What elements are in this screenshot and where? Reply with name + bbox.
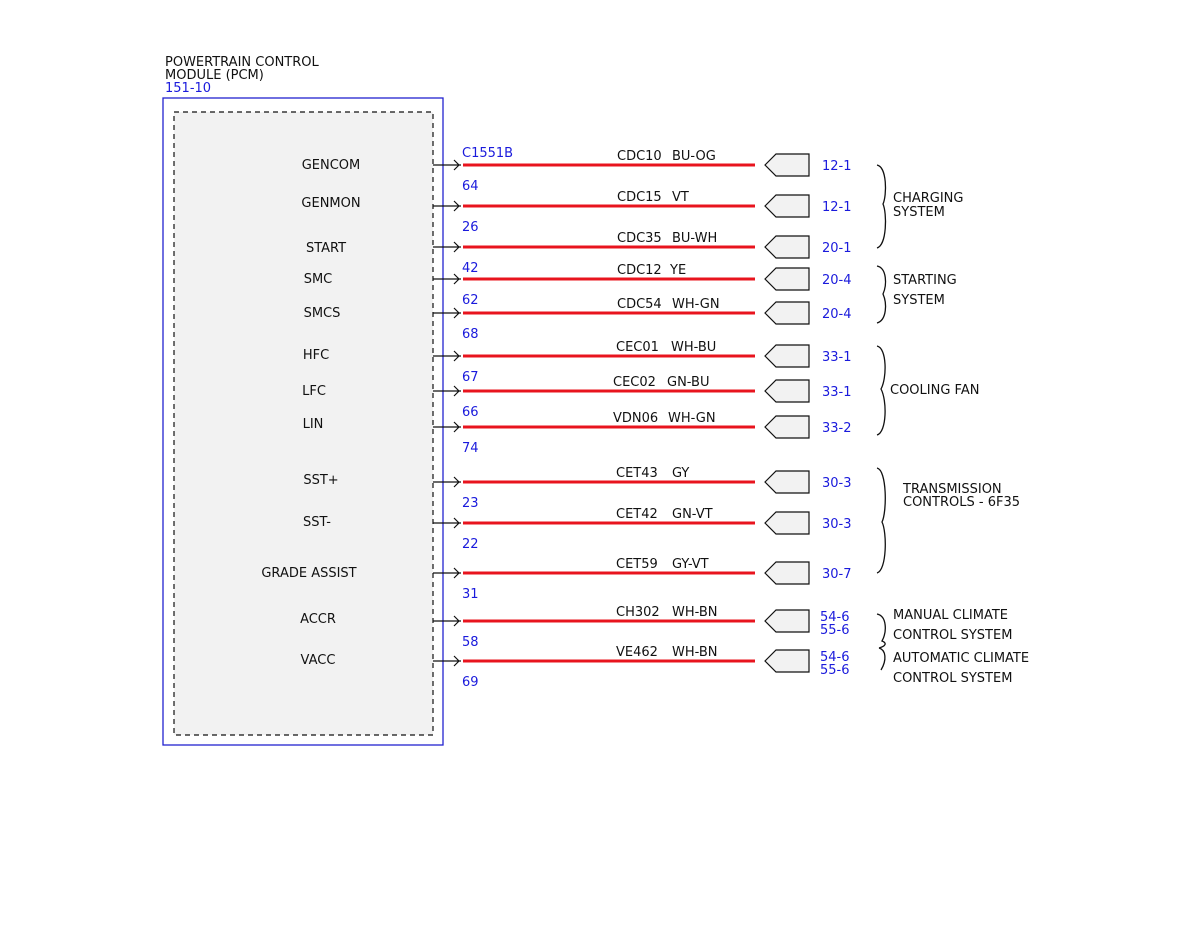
signal-name: START [305,241,347,256]
circuit-number: CET43 [616,466,658,481]
pin-number: 58 [462,635,479,650]
circuit-number: CDC54 [617,297,662,312]
wire-color: GY-VT [672,557,709,572]
page-ref-secondary: 55-6 [820,663,850,678]
wire-color: WH-BN [672,605,718,620]
page-ref: 20-1 [822,241,852,256]
pin-arrow [433,242,461,252]
signal-name: SST- [303,515,331,530]
bracket-automatic-climate [879,648,885,670]
page-ref-secondary: 55-6 [820,623,850,638]
pin-number: 23 [462,496,479,511]
page-ref: 30-3 [822,476,852,491]
terminal-connector [765,610,809,632]
page-ref: 20-4 [822,273,852,288]
system-label: COOLING FAN [890,383,980,398]
system-label: CONTROLS - 6F35 [903,495,1020,510]
signal-name: HFC [302,348,330,363]
page-ref: 33-2 [822,421,852,436]
pin-number: 69 [462,675,479,690]
terminal-connector [765,302,809,324]
terminal-connector [765,471,809,493]
system-label: MANUAL CLIMATE [893,608,1009,623]
wire-color: WH-BN [672,645,718,660]
terminal-connector [765,416,809,438]
system-label: CONTROL SYSTEM [893,628,1013,643]
page-ref: 30-3 [822,517,852,532]
terminal-connector [765,512,809,534]
signal-name: SMC [303,272,333,287]
signal-name: VACC [300,653,336,668]
terminal-connector [765,380,809,402]
pin-number: 42 [462,261,479,276]
wire-color: WH-BU [671,340,717,355]
terminal-connector [765,268,809,290]
system-label: TRANSMISSION [903,482,1002,497]
page-ref: 54-6 [820,650,850,665]
signal-name: GENMON [301,196,361,211]
system-label: SYSTEM [893,293,945,308]
circuit-number: VE462 [616,645,658,660]
system-label: AUTOMATIC CLIMATE [893,651,1030,666]
wire-color: WH-GN [668,411,716,426]
signal-name: LIN [302,417,324,432]
pin-number: 31 [462,587,479,602]
circuit-number: CH302 [616,605,660,620]
terminal-connector [765,650,809,672]
wire-color: BU-OG [672,149,716,164]
pin-number: 66 [462,405,479,420]
terminal-connector [765,345,809,367]
system-label: SYSTEM [893,205,945,220]
signal-name: SST+ [303,473,339,488]
circuit-number: CEC01 [616,340,659,355]
page-ref: 12-1 [822,200,852,215]
wire-color: GY [672,466,690,481]
circuit-number: CEC02 [613,375,656,390]
signal-name: LFC [302,384,326,399]
terminal-connector [765,154,809,176]
connector-label: C1551B [462,146,514,161]
pin-arrow [433,518,461,528]
page-ref: 33-1 [822,350,852,365]
circuit-number: CDC10 [617,149,662,164]
wire-color: GN-VT [672,507,713,522]
bracket-manual-climate [877,614,885,648]
page-ref: 20-4 [822,307,852,322]
bracket-charging [877,165,885,248]
page-ref: 12-1 [822,159,852,174]
pin-number: 64 [462,179,479,194]
signal-name: ACCR [300,612,336,627]
terminal-connector [765,562,809,584]
system-label: STARTING [893,273,957,288]
terminal-connector [765,195,809,217]
pin-arrow [433,308,461,318]
page-ref: 30-7 [822,567,852,582]
page-ref: 54-6 [820,610,850,625]
pin-arrow [433,656,461,666]
page-ref: 33-1 [822,385,852,400]
wire-color: VT [672,190,689,205]
wire-color: BU-WH [672,231,718,246]
wire-color: WH-GN [672,297,720,312]
pin-number: 22 [462,537,479,552]
wire-color: YE [670,263,687,278]
circuit-number: CDC12 [617,263,662,278]
signal-name: GRADE ASSIST [261,566,357,581]
system-label: CONTROL SYSTEM [893,671,1013,686]
module-ref: 151-10 [165,81,212,96]
circuit-number: CDC35 [617,231,662,246]
circuit-number: CDC15 [617,190,662,205]
system-label: CHARGING [893,191,964,206]
pin-number: 74 [462,441,479,456]
bracket-cooling-fan [877,346,885,435]
pin-arrow [433,477,461,487]
pin-number: 67 [462,370,479,385]
pin-arrow [433,274,461,284]
signal-name: SMCS [303,306,341,321]
bracket-starting [877,266,885,323]
pin-arrow [433,422,461,432]
pin-arrow [433,568,461,578]
module-title-line2: MODULE (PCM) [165,68,264,83]
bracket-transmission [877,468,885,573]
signal-name: GENCOM [301,158,361,173]
pin-number: 62 [462,293,479,308]
pin-arrow [433,160,461,170]
module-title-line1: POWERTRAIN CONTROL [165,55,319,70]
pin-arrow [433,616,461,626]
wire-color: GN-BU [667,375,710,390]
pin-arrow [433,351,461,361]
circuit-number: CET59 [616,557,658,572]
pin-arrow [433,201,461,211]
circuit-number: CET42 [616,507,658,522]
pin-arrow [433,386,461,396]
pin-number: 68 [462,327,479,342]
circuit-number: VDN06 [613,411,659,426]
pin-number: 26 [462,220,479,235]
terminal-connector [765,236,809,258]
